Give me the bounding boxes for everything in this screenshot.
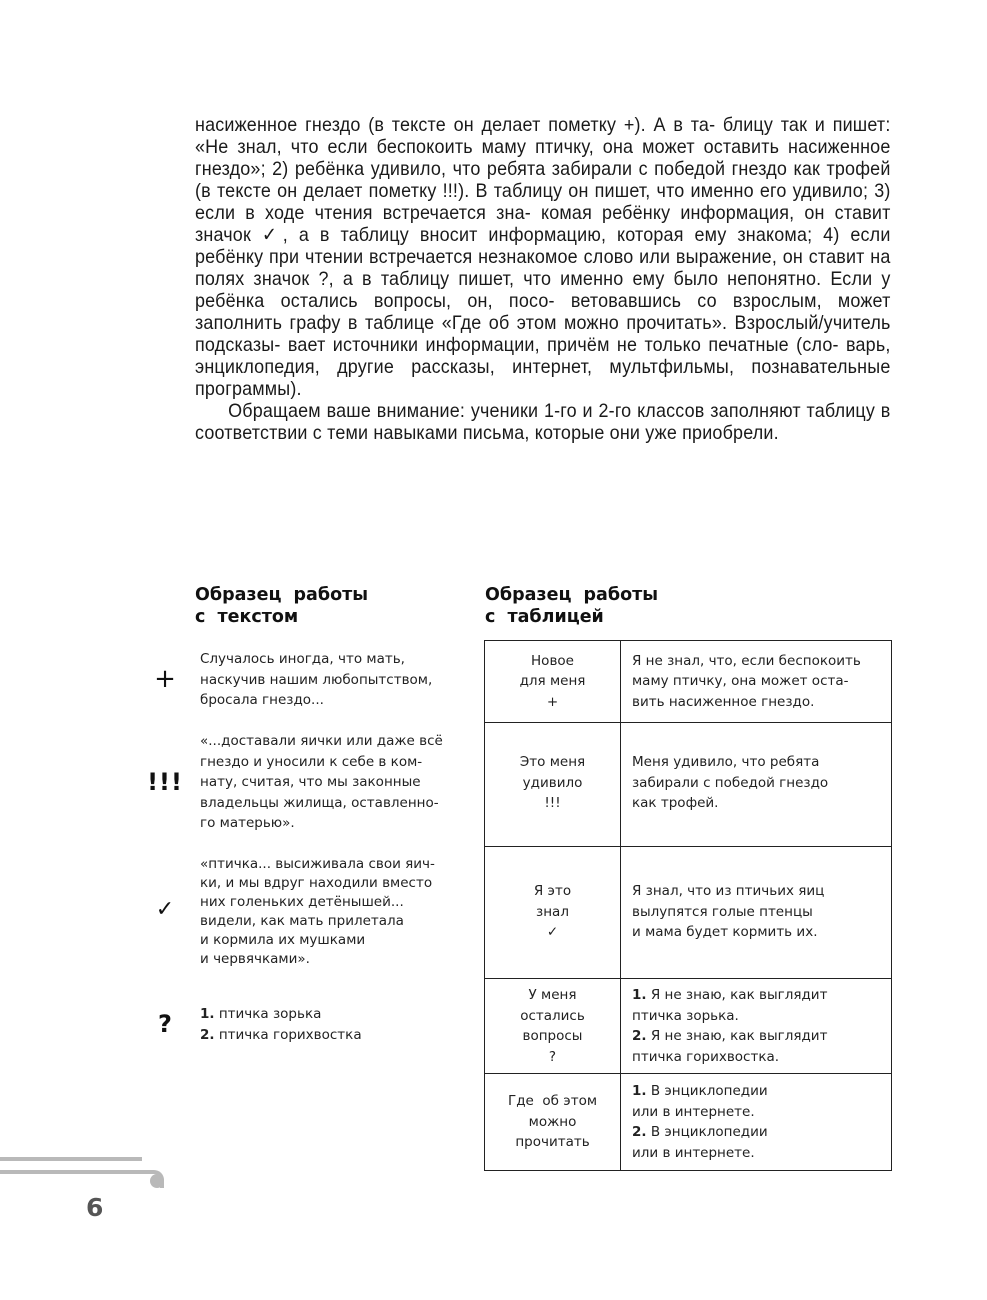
- line: которые они уже приобрели.: [534, 422, 779, 444]
- checkmark-icon: ✓: [546, 924, 559, 940]
- value-cell: [621, 979, 892, 1074]
- cell-line: удивило: [522, 774, 583, 791]
- excerpt-line: [200, 1004, 460, 1025]
- cell-line: [632, 985, 891, 1006]
- exclamation-icon: !!!: [147, 768, 183, 796]
- heading-line: с таблицей: [485, 607, 604, 627]
- table-row: [485, 979, 892, 1074]
- category-cell: [485, 641, 621, 723]
- excerpt-line: них голеньких детёнышей...: [200, 894, 404, 910]
- footer-decorative-dot: [150, 1174, 164, 1188]
- value-cell: [621, 1074, 892, 1171]
- cell-line: или в интернете.: [632, 1103, 755, 1120]
- item-number: 1.: [632, 1083, 647, 1099]
- cell-line: [632, 1026, 891, 1047]
- cell-line: вить насиженное гнездо.: [632, 693, 815, 710]
- footer-decorative-line: [0, 1170, 152, 1174]
- cell-line: прочитать: [515, 1134, 590, 1151]
- line: птичку, она может оставить насиженное гнездо»; 2) ребёнка: [195, 136, 891, 180]
- line: Обращаем ваше внимание: ученики 1-го и 2-го классов: [228, 400, 705, 422]
- sample-table: [484, 640, 892, 1171]
- cell-line: Меня удивило, что ребята: [632, 754, 820, 770]
- cell-line: [632, 1122, 891, 1143]
- line: познавательные программы).: [195, 356, 891, 400]
- cell-line: [632, 1081, 891, 1102]
- item-text: В энциклопедии: [646, 1083, 768, 1099]
- question-icon: ?: [158, 1010, 172, 1038]
- heading-line: Образец работы: [485, 585, 659, 605]
- item-number: 2.: [200, 1026, 215, 1043]
- cell-line: Я это: [533, 883, 572, 899]
- cell-line: Это меня: [519, 754, 586, 770]
- cell-line: +: [546, 693, 559, 710]
- item-text: Я не знаю, как выглядит: [646, 987, 828, 1003]
- page-number: 6: [86, 1193, 104, 1222]
- line: вносит информацию, которая ему знакома; 4) если ребёнку: [195, 224, 891, 268]
- cell-line: Где об этом: [507, 1093, 598, 1110]
- excerpt-line: видели, как мать прилетала: [200, 913, 404, 929]
- line: было непонятно. Если у ребёнка остались вопросы, он, посо-: [195, 268, 891, 312]
- line: заполняют таблицу в соответствии с теми навыками письма,: [195, 400, 891, 444]
- body-text: [195, 114, 891, 444]
- item-text: В энциклопедии: [646, 1124, 768, 1140]
- cell-line: Я знал, что из птичьих яиц: [632, 883, 825, 899]
- cell-line: или в интернете.: [632, 1144, 755, 1161]
- table-row: [485, 723, 892, 847]
- cell-line: для меня: [519, 673, 586, 690]
- paragraph-2: [195, 400, 891, 444]
- text-excerpt-known: [200, 855, 460, 969]
- heading-line: Образец работы: [195, 585, 369, 605]
- item-number: 2.: [632, 1124, 647, 1140]
- excerpt-line: [200, 1025, 460, 1046]
- item-number: 1.: [200, 1006, 215, 1022]
- cell-line: и мама будет кормить их.: [632, 924, 818, 940]
- paragraph-1: [195, 114, 891, 400]
- cell-line: знал: [536, 903, 569, 920]
- line: вает источники информации, причём не только печатные (сло-: [287, 334, 839, 356]
- line: ветовавшись со взрослым, может заполнить графу в таблице: [195, 290, 891, 334]
- value-cell: [621, 641, 892, 723]
- cell-line: У меня: [528, 987, 577, 1003]
- text-sample-heading: [195, 584, 368, 628]
- category-cell: [485, 847, 621, 979]
- line: при чтении встречается незнакомое слово или выражение, он: [268, 246, 803, 268]
- excerpt-line: «птичка... высиживала свои яич-: [200, 856, 435, 872]
- cell-line: птичка зорька.: [632, 1007, 739, 1024]
- excerpt-line: владельцы жилища, оставленно-: [200, 794, 439, 811]
- cell-line: как трофей.: [632, 795, 719, 811]
- text-excerpt-questions: [200, 1004, 460, 1045]
- category-cell: [485, 1074, 621, 1171]
- checkmark-icon: ✓: [155, 897, 175, 922]
- excerpt-line: гнездо и уносили к себе в ком-: [200, 753, 423, 770]
- cell-line: остались: [520, 1007, 585, 1024]
- table-sample-heading: [485, 584, 658, 628]
- excerpt-line: «...доставали яички или даже всё: [200, 733, 443, 749]
- excerpt-line: ки, и мы вдруг находили вместо: [200, 875, 433, 891]
- line: насиженное гнездо (в тексте он делает пометку +). А в та-: [195, 114, 716, 136]
- heading-line: с текстом: [195, 607, 299, 627]
- line: удивило, что ребята забирали с победой гнездо как трофей: [370, 158, 891, 180]
- value-cell: [621, 723, 892, 847]
- category-cell: [485, 723, 621, 847]
- plus-icon: +: [154, 664, 176, 694]
- line: ставит на полях значок ?, а в таблицу пишет, что именно ему: [195, 246, 891, 290]
- table-row: [485, 847, 892, 979]
- excerpt-line: Случалось иногда, что мать,: [200, 651, 405, 667]
- cell-line: вопросы: [522, 1028, 583, 1044]
- excerpt-line: и червячками».: [200, 951, 310, 967]
- item-number: 2.: [632, 1028, 647, 1044]
- cell-line: Новое: [531, 652, 574, 669]
- line: варь, энциклопедия, другие рассказы, интернет, мультфильмы,: [195, 334, 891, 378]
- table-row: [485, 641, 892, 723]
- excerpt-line: го матерью».: [200, 815, 295, 831]
- excerpt-line: бросала гнездо...: [200, 692, 324, 708]
- cell-line: забирали с победой гнездо: [632, 774, 829, 791]
- item-text: птичка зорька: [214, 1006, 322, 1022]
- item-text: Я не знаю, как выглядит: [646, 1028, 828, 1044]
- line: «Где об этом можно прочитать». Взрослый/учитель подсказы-: [195, 312, 891, 356]
- cell-line: можно: [528, 1113, 577, 1130]
- line: блицу так и пишет: «Не знал, что если беспокоить маму: [195, 114, 891, 158]
- excerpt-line: нату, считая, что мы законные: [200, 774, 421, 790]
- table-row: [485, 1074, 892, 1171]
- footer-decorative-line: [0, 1157, 142, 1161]
- excerpt-line: наскучив нашим любопытством,: [200, 671, 433, 688]
- line: именно его удивило; 3) если в ходе чтения встречается зна-: [195, 180, 891, 224]
- cell-line: Я не знал, что, если беспокоить: [632, 652, 861, 669]
- item-number: 1.: [632, 987, 647, 1003]
- text-excerpt-new: [200, 649, 460, 711]
- category-cell: [485, 979, 621, 1074]
- cell-line: птичка горихвостка.: [632, 1048, 780, 1065]
- value-cell: [621, 847, 892, 979]
- cell-line: маму птичку, она может оста-: [632, 673, 849, 690]
- item-text: птичка горихвостка: [214, 1026, 362, 1043]
- line: (в тексте он делает пометку !!!). В таблицу он пишет, что: [195, 180, 685, 202]
- excerpt-line: и кормила их мушками: [200, 932, 366, 948]
- text-excerpt-surprise: [200, 731, 460, 834]
- cell-line: вылупятся голые птенцы: [632, 903, 813, 920]
- question-icon: ?: [548, 1048, 557, 1065]
- line: комая ребёнку информация, он ставит значок ✓, а в таблицу: [195, 202, 891, 246]
- cell-line: !!!: [544, 795, 561, 811]
